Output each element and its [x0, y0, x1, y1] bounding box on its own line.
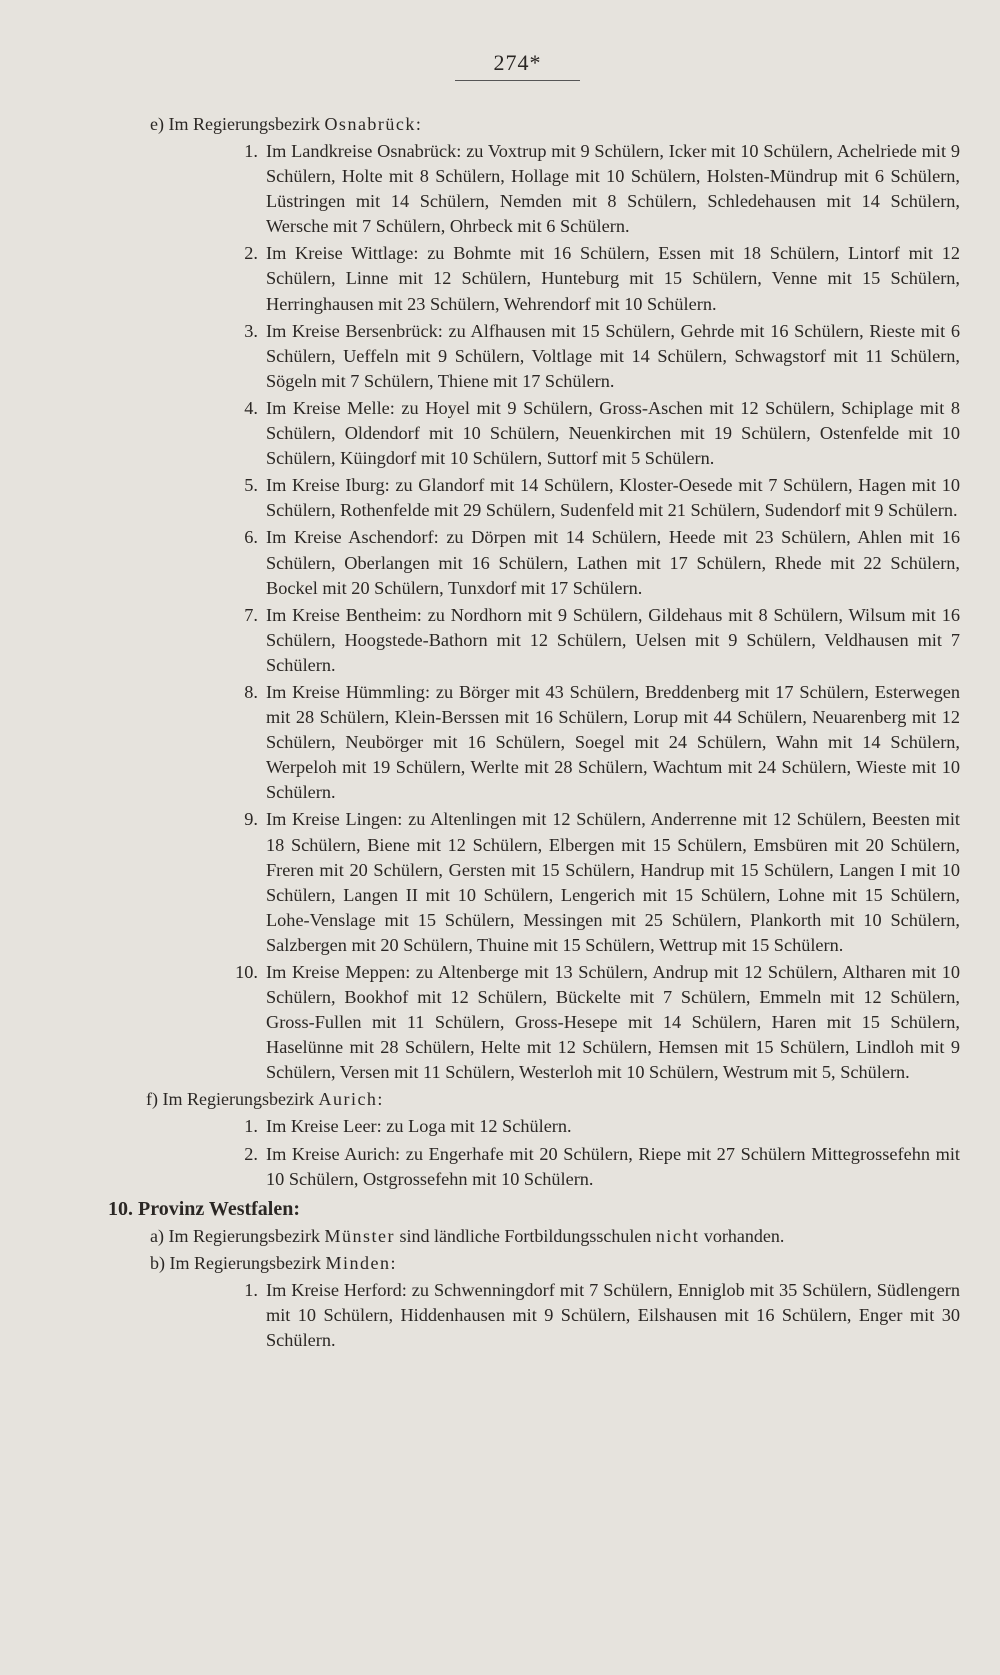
item-text: Im Kreise Melle: zu Hoyel mit 9 Schülern, Gross-Aschen mit 12 Schülern, Schiplage mit 8 Schülern, Oldendorf mit 10 Schülern, Neuenkirchen mit 19 Schülern, Ostenfelde mit 10 Schülern, Küingdorf mit 10 Schülern, Suttorf mit 5 Schülern.	[266, 397, 960, 469]
item-number: 1.	[244, 1279, 258, 1300]
page-number: 274*	[455, 50, 580, 81]
list-item	[244, 680, 960, 805]
section-heading-aurich	[146, 1087, 960, 1112]
section-prefix: Im Regierungsbezirk	[168, 114, 320, 134]
item-number: 1.	[244, 141, 258, 161]
item-text: Im Kreise Herford: zu Schwenningdorf mit 7 Schülern, Enniglob mit 35 Schülern, Südlengern mit 10 Schülern, Hiddenhausen mit 9 Schülern, Eilshausen mit 16 Schülern, Enger mit 30 Schülern.	[266, 1279, 960, 1350]
list-item	[235, 960, 960, 1085]
list-item	[244, 1114, 960, 1139]
list-item	[244, 241, 960, 316]
section-district: Minden:	[325, 1252, 397, 1273]
list-item	[244, 1142, 960, 1192]
list-item	[244, 473, 960, 523]
item-number: 1.	[244, 1116, 258, 1137]
item-text: Im Kreise Iburg: zu Glandorf mit 14 Schülern, Kloster-Oesede mit 7 Schülern, Hagen mit 10 Schülern, Rothenfelde mit 29 Schülern, Sudenfeld mit 21 Schülern, Sudendorf mit 9 Schülern.	[266, 475, 960, 521]
section-district: Münster	[324, 1225, 395, 1246]
province-heading: 10. Provinz Westfalen:	[108, 1197, 301, 1220]
item-number: 2.	[244, 243, 258, 264]
section-heading-osnabrueck	[150, 112, 960, 137]
item-number: 8.	[244, 681, 258, 702]
item-text: Im Kreise Hümmling: zu Börger mit 43 Schülern, Breddenberg mit 17 Schülern, Esterwegen mit 28 Schülern, Klein-Berssen mit 16 Schülern, Lorup mit 44 Schülern, Neuarenberg mit 12 Schülern, Neubörger mit 16 Schülern, Soegel mit 24 Schülern, Wahn mit 14 Schülern, Werpeloh mit 19 Schülern, Werlte mit 28 Schülern, Wachtum mit 24 Schülern, Wieste mit 10 Schülern.	[266, 681, 960, 803]
section-letter: f)	[146, 1089, 158, 1110]
item-number: 5.	[244, 475, 258, 496]
item-number: 9.	[244, 809, 258, 830]
item-text: Im Kreise Lingen: zu Altenlingen mit 12 Schülern, Anderrenne mit 12 Schülern, Beesten mit 18 Schülern, Biene mit 12 Schülern, Elbergen mit 15 Schülern, Emsbüren mit 20 Schülern, Freren mit 20 Schülern, Gersten mit 15 Schülern, Handrup mit 15 Schülern, Langen I mit 10 Schülern, Langen II mit 10 Schülern, Lengerich mit 15 Schülern, Lohne mit 15 Schülern, Lohe-Venslage mit 15 Schülern, Messingen mit 25 Schülern, Plankorth mit 10 Schülern, Salzbergen mit 20 Schülern, Thuine mit 15 Schülern, Wettrup mit 15 Schülern.	[266, 809, 960, 955]
list-item	[244, 319, 960, 394]
section-letter: a)	[150, 1225, 164, 1246]
item-number: 6.	[244, 527, 258, 548]
item-number: 10.	[235, 962, 258, 982]
item-number: 7.	[244, 604, 258, 625]
section-prefix: Im Regierungsbezirk	[169, 1252, 321, 1273]
section-prefix: Im Regierungsbezirk	[168, 1225, 320, 1246]
section-statement-end: vorhanden.	[703, 1225, 785, 1246]
section-letter: b)	[150, 1252, 165, 1273]
section-district: Osnabrück:	[324, 114, 423, 134]
item-text: Im Kreise Leer: zu Loga mit 12 Schülern.	[266, 1116, 572, 1137]
section-statement: sind ländliche Fortbildungsschulen	[399, 1225, 652, 1246]
section-heading-minden	[150, 1251, 960, 1276]
item-number: 4.	[244, 397, 258, 418]
list-item	[244, 603, 960, 678]
document-body	[100, 112, 960, 1355]
item-text: Im Kreise Aurich: zu Engerhafe mit 20 Schülern, Riepe mit 27 Schülern Mittegrossefehn mit 10 Schülern, Ostgrossefehn mit 10 Schülern.	[266, 1143, 960, 1189]
section-district: Aurich:	[318, 1089, 384, 1110]
list-item	[244, 396, 960, 471]
item-text: Im Kreise Meppen: zu Altenberge mit 13 Schülern, Andrup mit 12 Schülern, Altharen mit 10 Schülern, Bookhof mit 12 Schülern, Bückelte mit 7 Schülern, Emmeln mit 12 Schülern, Gross-Fullen mit 11 Schülern, Gross-Hesepe mit 14 Schülern, Haren mit 15 Schülern, Haselünne mit 28 Schülern, Helte mit 12 Schülern, Hemsen mit 15 Schülern, Lindloh mit 9 Schülern, Versen mit 11 Schülern, Westerloh mit 10 Schülern, Westrum mit 5, Schülern.	[266, 962, 960, 1083]
item-text: Im Kreise Bersenbrück: zu Alfhausen mit 15 Schülern, Gehrde mit 16 Schülern, Rieste mit 6 Schülern, Ueffeln mit 9 Schülern, Voltlage mit 14 Schülern, Schwagstorf mit 11 Schülern, Sögeln mit 7 Schülern, Thiene mit 17 Schülern.	[266, 320, 960, 391]
section-letter: e)	[150, 114, 164, 134]
section-heading-muenster	[150, 1224, 960, 1249]
item-text: Im Kreise Wittlage: zu Bohmte mit 16 Schülern, Essen mit 18 Schülern, Lintorf mit 12 Schülern, Linne mit 12 Schülern, Hunteburg mit 15 Schülern, Venne mit 15 Schülern, Herringhausen mit 23 Schülern, Wehrendorf mit 10 Schülern.	[266, 243, 960, 314]
item-number: 2.	[244, 1143, 258, 1164]
list-item	[244, 807, 960, 958]
section-emphasis: nicht	[655, 1225, 700, 1246]
list-item	[244, 1278, 960, 1353]
list-item	[244, 139, 960, 239]
item-text: Im Kreise Bentheim: zu Nordhorn mit 9 Schülern, Gildehaus mit 8 Schülern, Wilsum mit 16 Schülern, Hoogstede-Bathorn mit 12 Schülern, Uelsen mit 9 Schülern, Veldhausen mit 7 Schülern.	[266, 604, 960, 675]
item-number: 3.	[244, 320, 258, 341]
item-text: Im Kreise Aschendorf: zu Dörpen mit 14 Schülern, Heede mit 23 Schülern, Ahlen mit 16 Schülern, Oberlangen mit 16 Schülern, Lathen mit 17 Schülern, Rhede mit 22 Schülern, Bockel mit 20 Schülern, Tunxdorf mit 17 Schülern.	[266, 527, 960, 598]
section-prefix: Im Regierungsbezirk	[162, 1089, 314, 1110]
list-item	[244, 525, 960, 600]
item-text: Im Landkreise Osnabrück: zu Voxtrup mit 9 Schülern, Icker mit 10 Schülern, Achelriede mit 9 Schülern, Holte mit 8 Schülern, Hollage mit 10 Schülern, Holsten-Mündrup mit 6 Schülern, Lüstringen mit 14 Schülern, Nemden mit 8 Schülern, Schledehausen mit 14 Schülern, Wersche mit 7 Schülern, Ohrbeck mit 6 Schülern.	[266, 141, 960, 237]
